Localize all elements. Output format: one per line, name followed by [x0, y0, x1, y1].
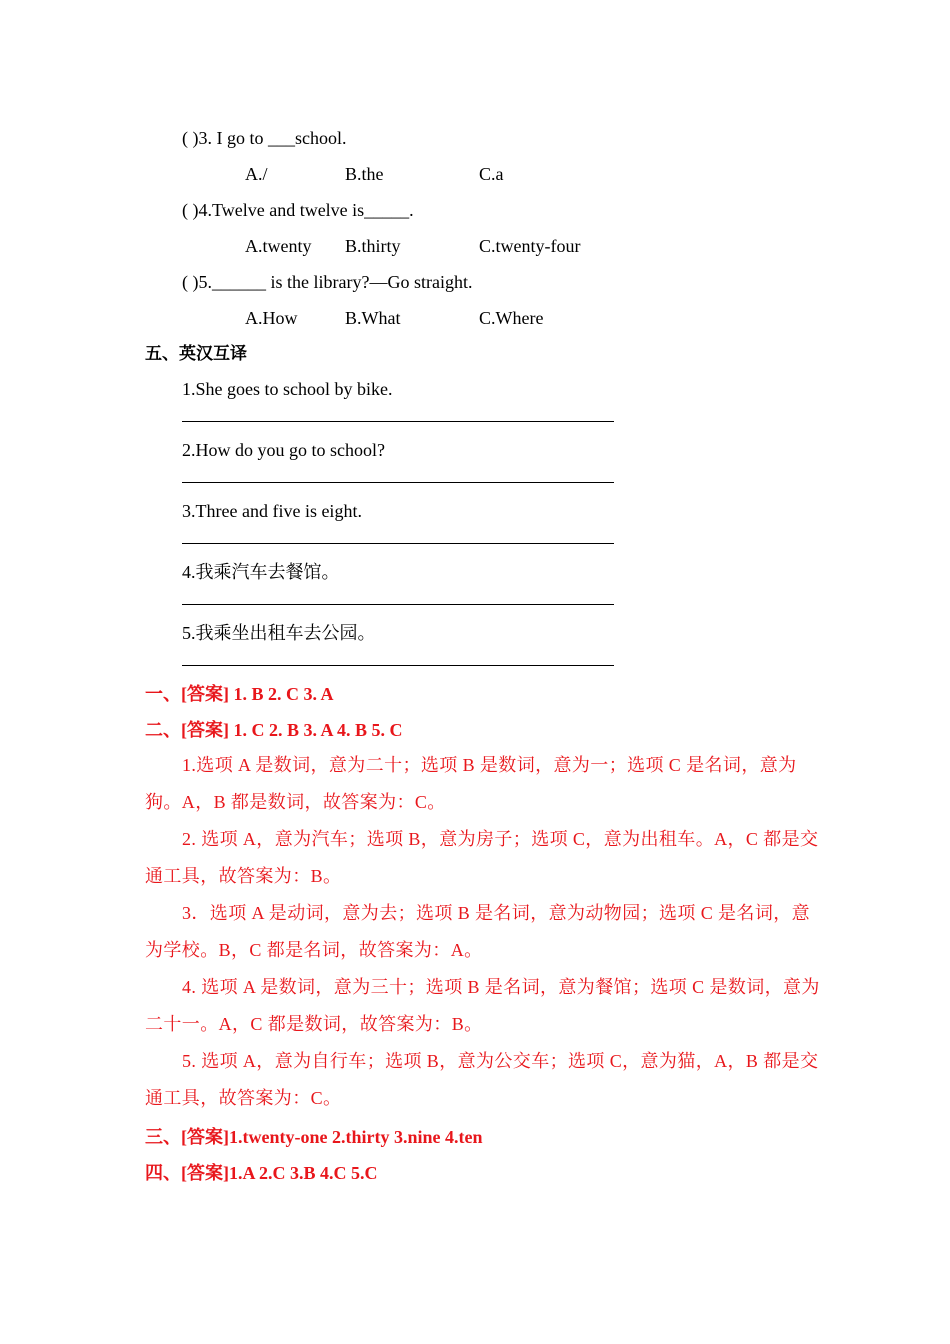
- answer-line-5: [182, 665, 614, 666]
- question-3-option-c: C.a: [479, 164, 504, 184]
- answer-section-2: 二、[答案] 1. C 2. B 3. A 4. B 5. C: [145, 720, 403, 740]
- question-4-option-b: B.thirty: [345, 236, 401, 256]
- question-4-option-a: A.twenty: [245, 236, 312, 256]
- answer-section-3: 三、[答案]1.twenty-one 2.thirty 3.nine 4.ten: [145, 1127, 483, 1147]
- question-5-option-b: B.What: [345, 308, 401, 328]
- question-3-option-b: B.the: [345, 164, 384, 184]
- answer-line-2: [182, 482, 614, 483]
- explanation-5: 5. 选项 A，意为自行车；选项 B，意为公交车；选项 C，意为猫，A，B 都是交通工具，故答案为：C。: [145, 1051, 819, 1108]
- question-4-stem: ( )4.Twelve and twelve is_____.: [182, 200, 414, 220]
- question-5-option-a: A.How: [245, 308, 298, 328]
- answer-section-1: 一、[答案] 1. B 2. C 3. A: [145, 684, 334, 704]
- translation-item-3: 3.Three and five is eight.: [182, 501, 362, 521]
- translation-item-2: 2.How do you go to school?: [182, 440, 385, 460]
- answer-line-1: [182, 421, 614, 422]
- answer-line-3: [182, 543, 614, 544]
- question-5-stem: ( )5.______ is the library?—Go straight.: [182, 272, 473, 292]
- translation-item-1: 1.She goes to school by bike.: [182, 379, 393, 399]
- explanation-2: 2. 选项 A，意为汽车；选项 B，意为房子；选项 C，意为出租车。A，C 都是交通工具，故答案为：B。: [145, 829, 819, 886]
- answer-line-4: [182, 604, 614, 605]
- question-3-stem: ( )3. I go to ___school.: [182, 128, 347, 148]
- question-5-option-c: C.Where: [479, 308, 544, 328]
- section-5-heading: 五、英汉互译: [145, 344, 247, 364]
- translation-item-5: 5.我乘坐出租车去公园。: [182, 623, 376, 643]
- translation-item-4: 4.我乘汽车去餐馆。: [182, 562, 340, 582]
- explanation-1: 1.选项 A 是数词，意为二十；选项 B 是数词，意为一；选项 C 是名词，意为狗。A，B 都是数词，故答案为：C。: [145, 755, 797, 812]
- explanation-4: 4. 选项 A 是数词，意为三十；选项 B 是名词，意为餐馆；选项 C 是数词，意为二十一。A，C 都是数词，故答案为：B。: [145, 977, 820, 1034]
- question-3-option-a: A./: [245, 164, 268, 184]
- answer-section-4: 四、[答案]1.A 2.C 3.B 4.C 5.C: [145, 1163, 378, 1183]
- question-4-option-c: C.twenty-four: [479, 236, 581, 256]
- explanation-3: 3．选项 A 是动词，意为去；选项 B 是名词，意为动物园；选项 C 是名词，意为学校。B，C 都是名词，故答案为：A。: [145, 903, 811, 960]
